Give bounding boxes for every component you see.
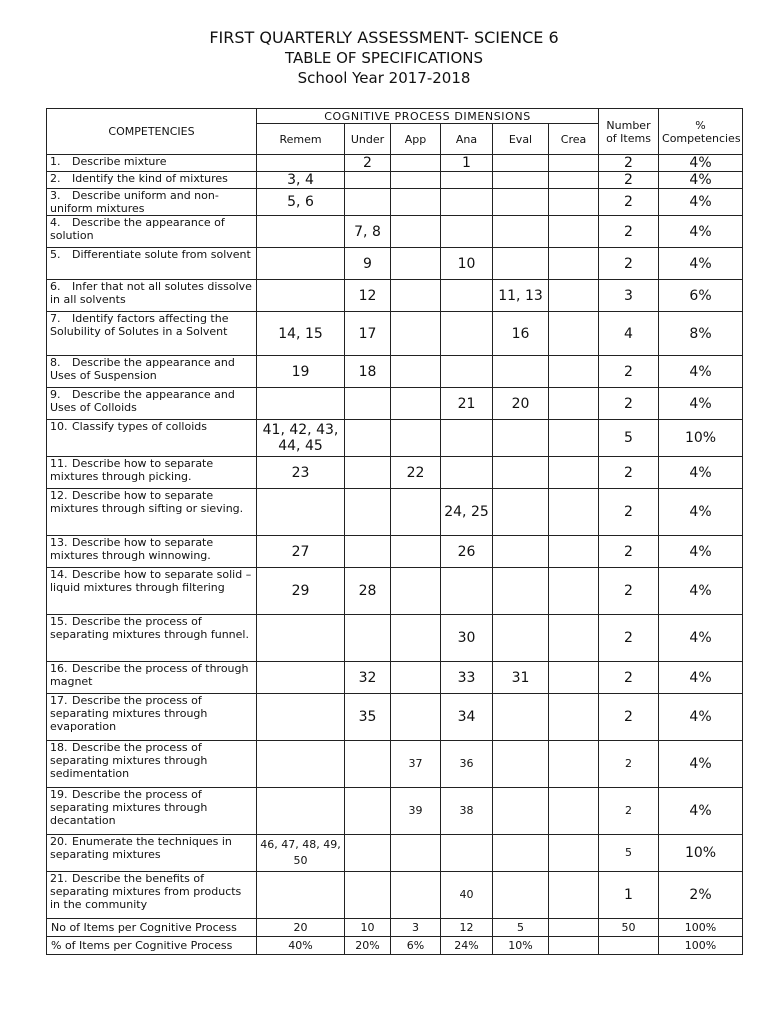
understand-cell	[345, 788, 391, 835]
percent-cell: 4%	[659, 388, 743, 420]
create-cell	[549, 312, 599, 356]
understand-cell: 28	[345, 568, 391, 615]
col-evaluate-header: Eval	[493, 124, 549, 155]
competency-cell	[47, 741, 257, 788]
competency-cell	[47, 172, 257, 189]
analyze-cell	[441, 457, 493, 489]
evaluate-cell	[493, 835, 549, 872]
competency-number: 16.	[50, 662, 68, 675]
create-cell	[549, 248, 599, 280]
summary-percent-cell: 100%	[659, 919, 743, 937]
evaluate-cell: 16	[493, 312, 549, 356]
summary-apply-cell: 6%	[391, 937, 441, 955]
evaluate-cell: 11, 13	[493, 280, 549, 312]
summary-analyze-cell: 24%	[441, 937, 493, 955]
competency-text: Describe how to separate mixtures through picking.	[50, 457, 214, 483]
competency-number: 10.	[50, 420, 68, 433]
remember-cell	[257, 216, 345, 248]
competency-number: 19.	[50, 788, 68, 801]
summary-number-of-items-cell: 50	[599, 919, 659, 937]
evaluate-cell	[493, 536, 549, 568]
competency-number: 4.	[50, 216, 61, 229]
evaluate-cell	[493, 694, 549, 741]
apply-cell: 22	[391, 457, 441, 489]
remember-cell: 3, 4	[257, 172, 345, 189]
summary-remember-cell: 40%	[257, 937, 345, 955]
competency-text: Describe how to separate solid – liquid mixtures through filtering	[50, 568, 252, 594]
analyze-cell: 30	[441, 615, 493, 662]
evaluate-cell	[493, 489, 549, 536]
summary-label: No of Items per Cognitive Process	[47, 919, 257, 937]
competency-number: 8.	[50, 356, 61, 369]
summary-number-of-items-cell	[599, 937, 659, 955]
table-of-specifications	[46, 108, 743, 955]
number-of-items-cell: 2	[599, 356, 659, 388]
competency-cell	[47, 189, 257, 216]
understand-cell	[345, 172, 391, 189]
summary-analyze-cell: 12	[441, 919, 493, 937]
competency-rows	[47, 155, 743, 919]
evaluate-cell	[493, 189, 549, 216]
number-of-items-cell: 5	[599, 835, 659, 872]
create-cell	[549, 741, 599, 788]
competency-number: 5.	[50, 248, 61, 261]
apply-cell	[391, 694, 441, 741]
competency-text: Describe the process of separating mixtures through evaporation	[50, 694, 208, 733]
competency-text: Classify types of colloids	[72, 420, 207, 433]
remember-cell: 29	[257, 568, 345, 615]
percent-cell: 4%	[659, 489, 743, 536]
competency-cell	[47, 835, 257, 872]
remember-cell	[257, 694, 345, 741]
create-cell	[549, 489, 599, 536]
number-of-items-cell: 2	[599, 155, 659, 172]
remember-cell	[257, 872, 345, 919]
apply-cell	[391, 312, 441, 356]
competency-text: Identify factors affecting the Solubility of Solutes in a Solvent	[50, 312, 229, 338]
analyze-cell: 1	[441, 155, 493, 172]
percent-cell: 6%	[659, 280, 743, 312]
remember-cell: 27	[257, 536, 345, 568]
summary-row	[47, 937, 743, 955]
competency-number: 2.	[50, 172, 61, 185]
competency-text: Identify the kind of mixtures	[72, 172, 228, 185]
col-create-header: Crea	[549, 124, 599, 155]
evaluate-cell: 31	[493, 662, 549, 694]
competency-text: Enumerate the techniques in separating mixtures	[50, 835, 232, 861]
remember-cell: 41, 42, 43, 44, 45	[257, 420, 345, 457]
understand-cell	[345, 489, 391, 536]
apply-cell	[391, 280, 441, 312]
school-year: School Year 2017-2018	[297, 69, 471, 87]
apply-cell	[391, 872, 441, 919]
competency-cell	[47, 248, 257, 280]
competency-number: 12.	[50, 489, 68, 502]
remember-cell	[257, 489, 345, 536]
percent-cell: 4%	[659, 189, 743, 216]
analyze-cell: 21	[441, 388, 493, 420]
analyze-cell: 40	[441, 872, 493, 919]
create-cell	[549, 694, 599, 741]
number-of-items-cell: 2	[599, 248, 659, 280]
number-of-items-cell: 2	[599, 694, 659, 741]
percent-cell: 4%	[659, 662, 743, 694]
table-row	[47, 172, 743, 189]
understand-cell: 18	[345, 356, 391, 388]
create-cell	[549, 420, 599, 457]
remember-cell	[257, 788, 345, 835]
number-of-items-cell: 2	[599, 457, 659, 489]
competency-cell	[47, 216, 257, 248]
percent-cell: 4%	[659, 216, 743, 248]
number-of-items-cell: 2	[599, 489, 659, 536]
competency-number: 21.	[50, 872, 68, 885]
understand-cell	[345, 189, 391, 216]
competency-text: Describe mixture	[72, 155, 167, 168]
apply-cell	[391, 216, 441, 248]
table-row	[47, 312, 743, 356]
competency-cell	[47, 457, 257, 489]
competency-number: 13.	[50, 536, 68, 549]
remember-cell	[257, 280, 345, 312]
analyze-cell: 34	[441, 694, 493, 741]
evaluate-cell	[493, 615, 549, 662]
competency-cell	[47, 155, 257, 172]
competency-text: Describe how to separate mixtures through sifting or sieving.	[50, 489, 244, 515]
apply-cell	[391, 388, 441, 420]
create-cell	[549, 536, 599, 568]
competency-number: 6.	[50, 280, 61, 293]
percent-cell: 4%	[659, 694, 743, 741]
competency-cell	[47, 788, 257, 835]
table-row	[47, 835, 743, 872]
remember-cell: 5, 6	[257, 189, 345, 216]
evaluate-cell	[493, 741, 549, 788]
table-row	[47, 536, 743, 568]
competency-cell	[47, 662, 257, 694]
table-row	[47, 872, 743, 919]
competency-text: Describe the appearance of solution	[50, 216, 225, 242]
understand-cell: 32	[345, 662, 391, 694]
competency-text: Describe the appearance and Uses of Colloids	[50, 388, 235, 414]
table-row	[47, 189, 743, 216]
evaluate-cell	[493, 356, 549, 388]
table-row	[47, 248, 743, 280]
apply-cell	[391, 615, 441, 662]
evaluate-cell	[493, 788, 549, 835]
apply-cell	[391, 489, 441, 536]
percent-cell: 4%	[659, 356, 743, 388]
understand-cell	[345, 872, 391, 919]
create-cell	[549, 155, 599, 172]
remember-cell: 46, 47, 48, 49, 50	[257, 835, 345, 872]
competency-text: Describe the process of separating mixtures through decantation	[50, 788, 208, 827]
percent-cell: 4%	[659, 568, 743, 615]
competency-text: Describe the process of through magnet	[50, 662, 249, 688]
table-row	[47, 155, 743, 172]
evaluate-cell	[493, 155, 549, 172]
understand-cell	[345, 835, 391, 872]
number-of-items-cell: 2	[599, 388, 659, 420]
competency-text: Describe uniform and non-uniform mixtures	[50, 189, 219, 215]
analyze-cell: 26	[441, 536, 493, 568]
competency-cell	[47, 356, 257, 388]
evaluate-cell	[493, 872, 549, 919]
table-row	[47, 216, 743, 248]
remember-cell	[257, 248, 345, 280]
summary-evaluate-cell: 10%	[493, 937, 549, 955]
table-row	[47, 420, 743, 457]
remember-cell	[257, 155, 345, 172]
competency-cell	[47, 872, 257, 919]
percent-cell: 10%	[659, 420, 743, 457]
number-of-items-cell: 1	[599, 872, 659, 919]
col-remember-header: Remem	[257, 124, 345, 155]
percent-cell: 8%	[659, 312, 743, 356]
apply-cell	[391, 662, 441, 694]
competency-cell	[47, 489, 257, 536]
competency-text: Differentiate solute from solvent	[72, 248, 251, 261]
competency-cell	[47, 536, 257, 568]
understand-cell	[345, 615, 391, 662]
competency-number: 20.	[50, 835, 68, 848]
apply-cell	[391, 189, 441, 216]
create-cell	[549, 662, 599, 694]
document-header	[0, 28, 768, 88]
apply-cell	[391, 248, 441, 280]
number-of-items-cell: 2	[599, 662, 659, 694]
competency-cell	[47, 420, 257, 457]
number-of-items-cell: 4	[599, 312, 659, 356]
create-cell	[549, 788, 599, 835]
analyze-cell	[441, 189, 493, 216]
analyze-cell: 36	[441, 741, 493, 788]
percent-cell: 2%	[659, 872, 743, 919]
apply-cell	[391, 835, 441, 872]
analyze-cell	[441, 356, 493, 388]
create-cell	[549, 280, 599, 312]
remember-cell: 14, 15	[257, 312, 345, 356]
competency-number: 14.	[50, 568, 68, 581]
evaluate-cell	[493, 248, 549, 280]
col-analyze-header: Ana	[441, 124, 493, 155]
percent-cell: 4%	[659, 172, 743, 189]
understand-cell	[345, 420, 391, 457]
number-of-items-cell: 2	[599, 568, 659, 615]
table-row	[47, 568, 743, 615]
create-cell	[549, 388, 599, 420]
summary-understand-cell: 20%	[345, 937, 391, 955]
competency-cell	[47, 568, 257, 615]
summary-percent-cell: 100%	[659, 937, 743, 955]
apply-cell	[391, 172, 441, 189]
competency-cell	[47, 312, 257, 356]
understand-cell	[345, 457, 391, 489]
remember-cell	[257, 388, 345, 420]
table-row	[47, 356, 743, 388]
competency-text: Describe the process of separating mixtures through sedimentation	[50, 741, 208, 780]
number-of-items-cell: 5	[599, 420, 659, 457]
understand-cell: 7, 8	[345, 216, 391, 248]
percent-cell: 4%	[659, 788, 743, 835]
competency-cell	[47, 694, 257, 741]
percent-cell: 4%	[659, 457, 743, 489]
table-row	[47, 280, 743, 312]
competency-text: Describe how to separate mixtures through winnowing.	[50, 536, 214, 562]
col-understand-header: Under	[345, 124, 391, 155]
analyze-cell	[441, 568, 493, 615]
table-title: TABLE OF SPECIFICATIONS	[284, 49, 484, 67]
analyze-cell	[441, 835, 493, 872]
create-cell	[549, 835, 599, 872]
evaluate-cell	[493, 457, 549, 489]
evaluate-cell	[493, 216, 549, 248]
competency-text: Describe the benefits of separating mixtures from products in the community	[50, 872, 242, 911]
understand-cell: 9	[345, 248, 391, 280]
competency-cell	[47, 388, 257, 420]
remember-cell: 19	[257, 356, 345, 388]
percent-cell: 4%	[659, 615, 743, 662]
create-cell	[549, 872, 599, 919]
analyze-cell	[441, 312, 493, 356]
analyze-cell	[441, 280, 493, 312]
number-of-items-cell: 2	[599, 172, 659, 189]
table-row	[47, 489, 743, 536]
create-cell	[549, 189, 599, 216]
analyze-cell	[441, 172, 493, 189]
summary-row	[47, 919, 743, 937]
evaluate-cell: 20	[493, 388, 549, 420]
percent-competencies-header: % Competencies	[659, 109, 743, 155]
create-cell	[549, 172, 599, 189]
understand-cell: 2	[345, 155, 391, 172]
evaluate-cell	[493, 172, 549, 189]
apply-cell	[391, 420, 441, 457]
table-row	[47, 741, 743, 788]
table-row	[47, 457, 743, 489]
understand-cell: 12	[345, 280, 391, 312]
percent-cell: 4%	[659, 741, 743, 788]
summary-apply-cell: 3	[391, 919, 441, 937]
understand-cell	[345, 741, 391, 788]
percent-cell: 10%	[659, 835, 743, 872]
competency-cell	[47, 280, 257, 312]
apply-cell: 37	[391, 741, 441, 788]
summary-remember-cell: 20	[257, 919, 345, 937]
understand-cell: 17	[345, 312, 391, 356]
analyze-cell: 10	[441, 248, 493, 280]
table-row	[47, 788, 743, 835]
summary-create-cell	[549, 937, 599, 955]
analyze-cell: 33	[441, 662, 493, 694]
apply-cell	[391, 568, 441, 615]
create-cell	[549, 356, 599, 388]
remember-cell: 23	[257, 457, 345, 489]
number-of-items-cell: 2	[599, 615, 659, 662]
number-of-items-cell: 2	[599, 536, 659, 568]
competency-number: 17.	[50, 694, 68, 707]
create-cell	[549, 216, 599, 248]
competency-number: 3.	[50, 189, 61, 202]
competencies-header: COMPETENCIES	[47, 109, 257, 155]
competency-number: 18.	[50, 741, 68, 754]
summary-understand-cell: 10	[345, 919, 391, 937]
apply-cell	[391, 356, 441, 388]
competency-number: 9.	[50, 388, 61, 401]
analyze-cell	[441, 216, 493, 248]
create-cell	[549, 568, 599, 615]
understand-cell	[345, 536, 391, 568]
col-apply-header: App	[391, 124, 441, 155]
cognitive-process-dimensions-header: COGNITIVE PROCESS DIMENSIONS	[257, 109, 599, 124]
number-of-items-cell: 2	[599, 189, 659, 216]
competency-number: 7.	[50, 312, 61, 325]
competency-text: Describe the appearance and Uses of Suspension	[50, 356, 235, 382]
evaluate-cell	[493, 420, 549, 457]
number-of-items-cell: 2	[599, 741, 659, 788]
analyze-cell: 38	[441, 788, 493, 835]
competency-text: Infer that not all solutes dissolve in all solvents	[50, 280, 252, 306]
remember-cell	[257, 741, 345, 788]
summary-label: % of Items per Cognitive Process	[47, 937, 257, 955]
apply-cell	[391, 155, 441, 172]
understand-cell: 35	[345, 694, 391, 741]
understand-cell	[345, 388, 391, 420]
apply-cell	[391, 536, 441, 568]
table-row	[47, 694, 743, 741]
table-row	[47, 388, 743, 420]
summary-evaluate-cell: 5	[493, 919, 549, 937]
number-of-items-header: Number of Items	[599, 109, 659, 155]
table-row	[47, 662, 743, 694]
table-row	[47, 615, 743, 662]
percent-cell: 4%	[659, 248, 743, 280]
competency-cell	[47, 615, 257, 662]
competency-number: 11.	[50, 457, 68, 470]
create-cell	[549, 457, 599, 489]
evaluate-cell	[493, 568, 549, 615]
analyze-cell	[441, 420, 493, 457]
competency-text: Describe the process of separating mixtures through funnel.	[50, 615, 249, 641]
number-of-items-cell: 2	[599, 216, 659, 248]
remember-cell	[257, 615, 345, 662]
summary-create-cell	[549, 919, 599, 937]
number-of-items-cell: 2	[599, 788, 659, 835]
percent-cell: 4%	[659, 536, 743, 568]
number-of-items-cell: 3	[599, 280, 659, 312]
summary-rows	[47, 919, 743, 955]
competency-number: 1.	[50, 155, 61, 168]
percent-cell: 4%	[659, 155, 743, 172]
assessment-title: FIRST QUARTERLY ASSESSMENT- SCIENCE 6	[209, 28, 559, 47]
apply-cell: 39	[391, 788, 441, 835]
analyze-cell: 24, 25	[441, 489, 493, 536]
competency-number: 15.	[50, 615, 68, 628]
create-cell	[549, 615, 599, 662]
remember-cell	[257, 662, 345, 694]
